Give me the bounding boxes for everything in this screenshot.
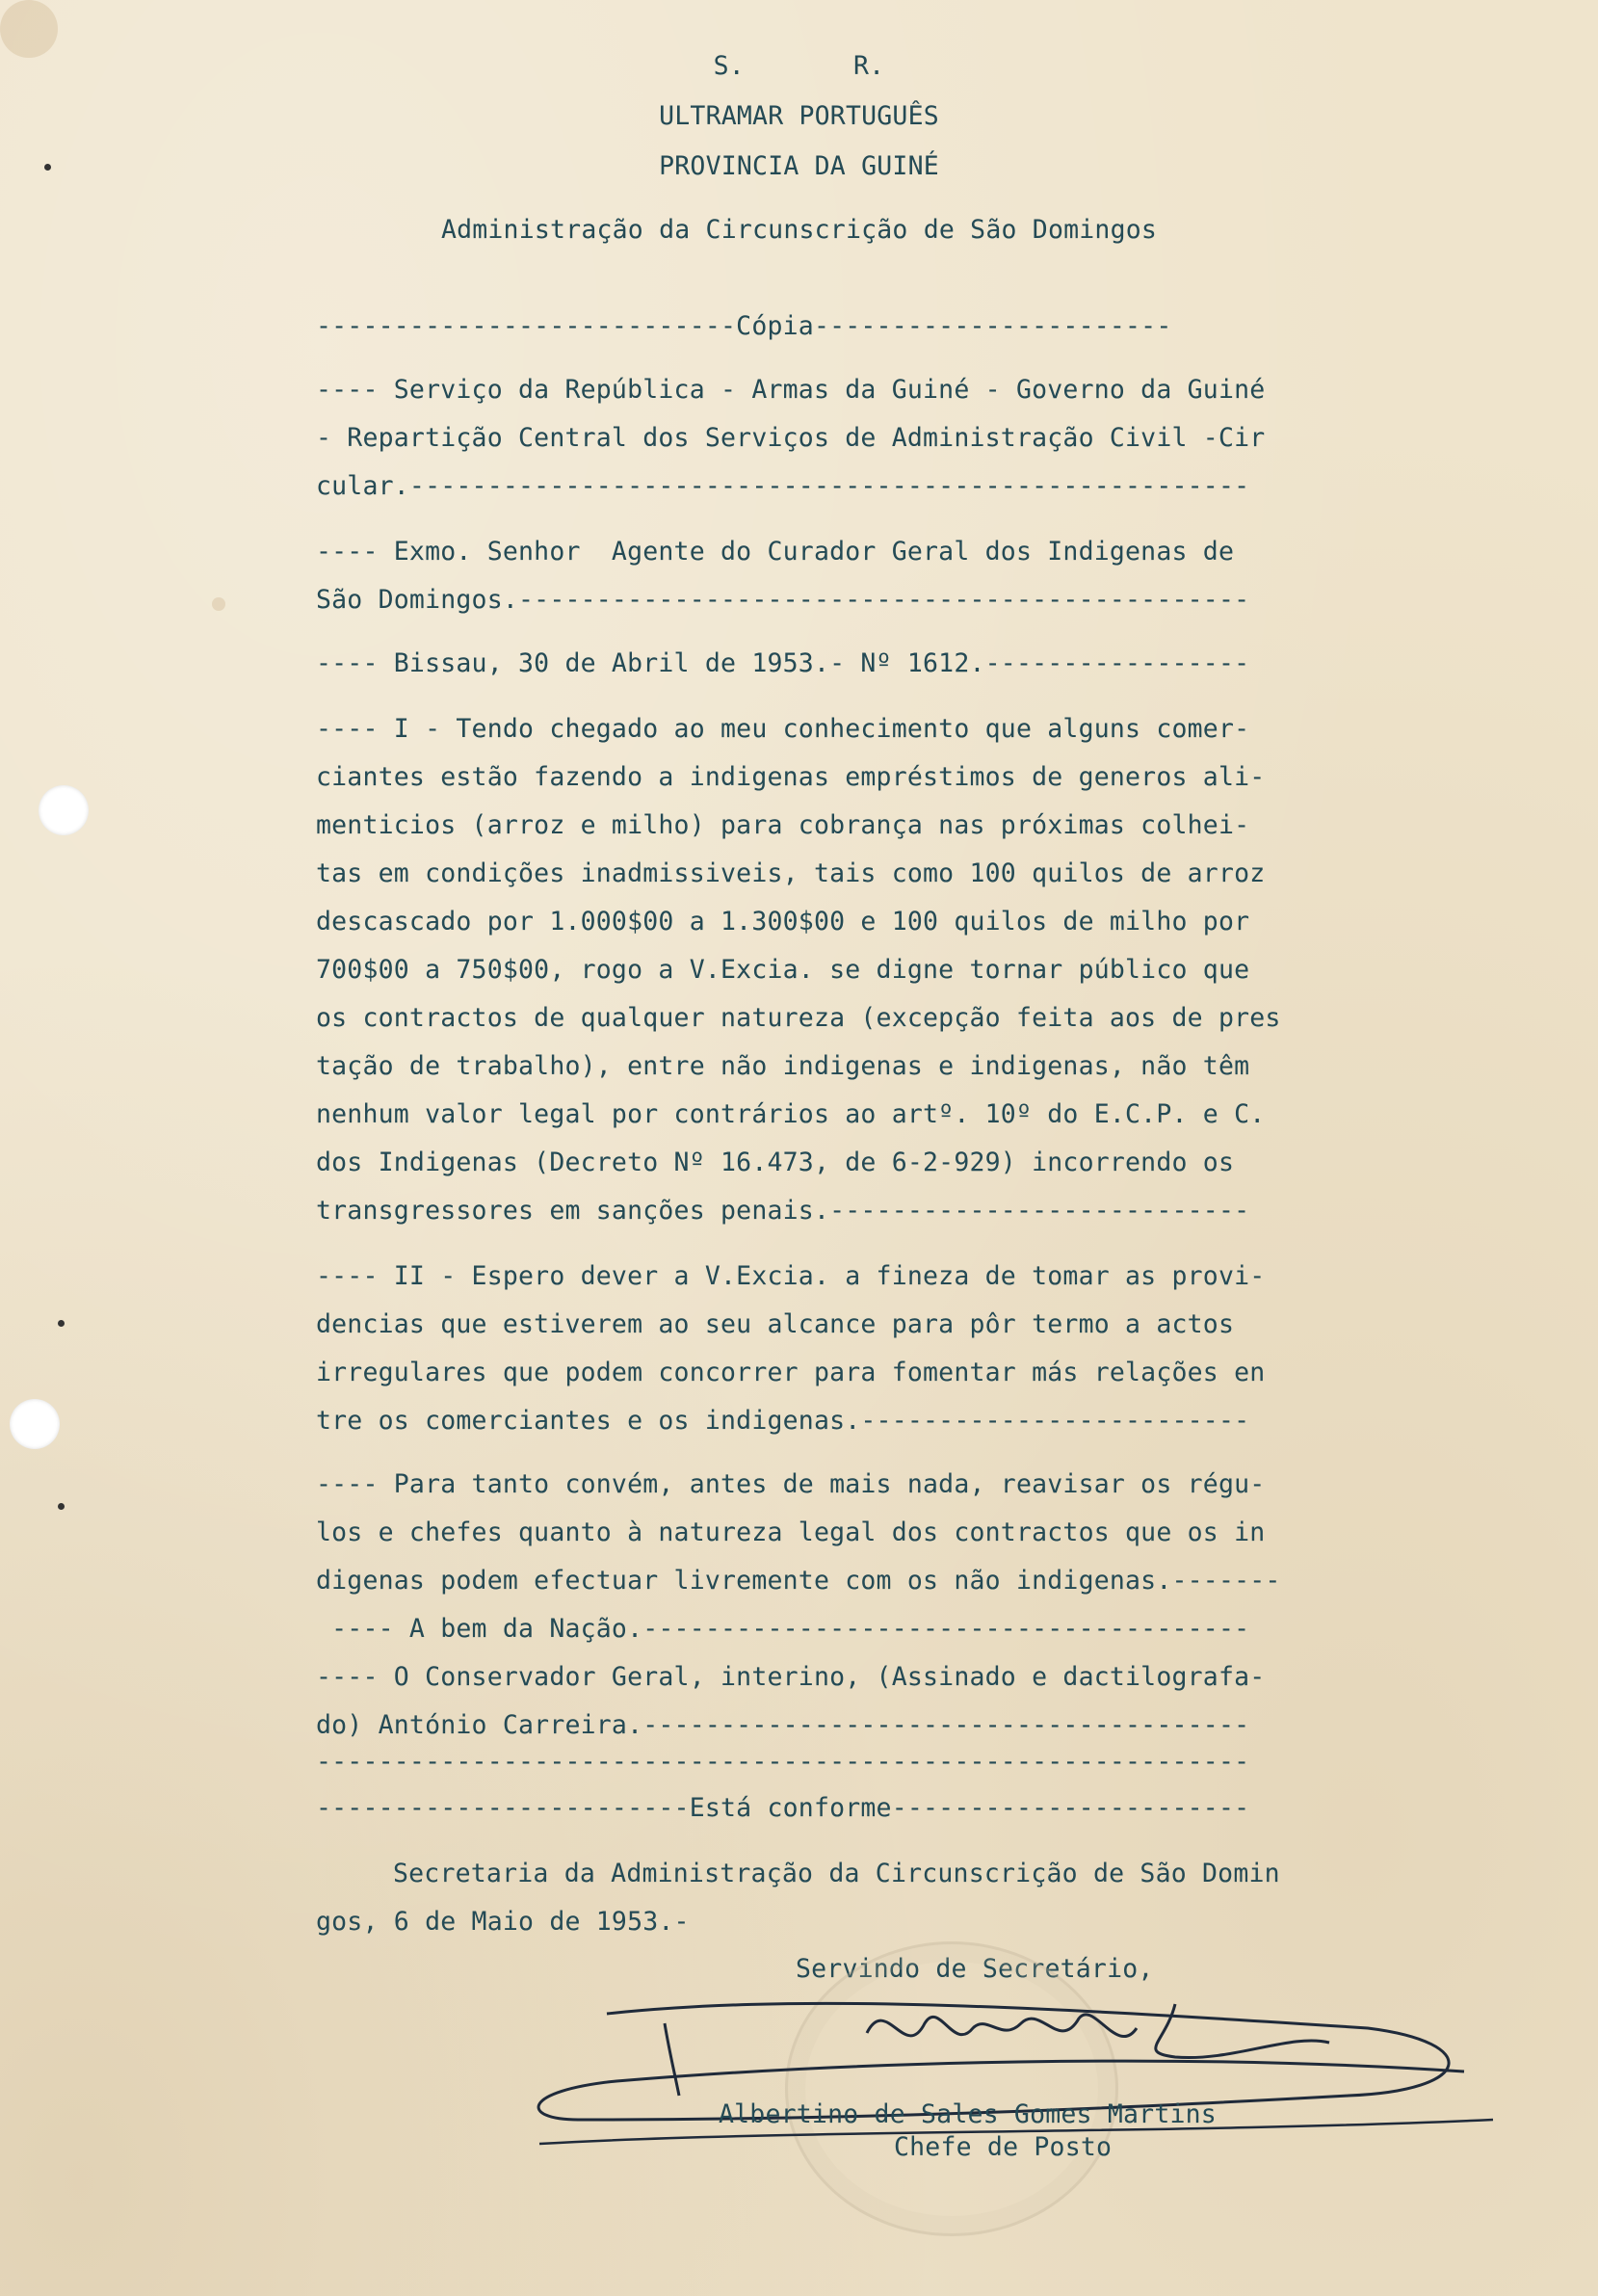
body-line: os contractos de qualquer natureza (excepção feita aos de pres [316, 1003, 1281, 1033]
secretaria-line-2: gos, 6 de Maio de 1953.- [316, 1907, 690, 1937]
servindo-de-secretario: Servindo de Secretário, [796, 1954, 1154, 1984]
header-administracao: Administração da Circunscrição de São Domingos [440, 215, 1158, 245]
body-line: ---- A bem da Nação.--------------------------------------- [316, 1614, 1250, 1644]
body-line: tas em condições inadmissiveis, tais como 100 quilos de arroz [316, 858, 1266, 888]
body-line: menticios (arroz e milho) para cobrança nas próximas colhei- [316, 810, 1250, 840]
punch-hole-top [39, 785, 89, 835]
body-line: irregulares que podem concorrer para fomentar más relações en [316, 1358, 1266, 1387]
body-line-cópia-divider: ---------------------------Cópia----------------------- [316, 311, 1172, 341]
punch-hole-bottom [10, 1399, 60, 1449]
body-line: tação de trabalho), entre não indigenas e indigenas, não têm [316, 1051, 1250, 1081]
body-line: ---- Serviço da República - Armas da Guiné - Governo da Guiné [316, 375, 1266, 405]
body-line: do) António Carreira.--------------------------------------- [316, 1710, 1250, 1740]
body-line: los e chefes quanto à natureza legal dos contractos que os in [316, 1517, 1266, 1547]
signer-name: Albertino de Sales Gomes Martins [719, 2099, 1217, 2129]
paper-stain [0, 0, 58, 58]
divider-line: ------------------------------------------------------------ [316, 1747, 1250, 1777]
body-line: nenhum valor legal por contrários ao artº. 10º do E.C.P. e C. [316, 1099, 1266, 1129]
body-line: descascado por 1.000$00 a 1.300$00 e 100 quilos de milho por [316, 907, 1250, 937]
header-provincia: PROVINCIA DA GUINÉ [659, 151, 939, 181]
paper-stain [212, 597, 225, 611]
paper-speck [58, 1503, 65, 1510]
paper-speck [58, 1320, 65, 1327]
body-line: dencias que estiverem ao seu alcance para pôr termo a actos [316, 1309, 1235, 1339]
esta-conforme-line: ------------------------Está conforme----------------------- [316, 1793, 1250, 1823]
body-line: ---- O Conservador Geral, interino, (Assinado e dactilografa- [316, 1662, 1266, 1692]
body-line: ---- Bissau, 30 de Abril de 1953.- Nº 1612.----------------- [316, 648, 1250, 678]
body-line: tre os comerciantes e os indigenas.------------------------- [316, 1406, 1250, 1436]
header-ultramar: ULTRAMAR PORTUGUÊS [659, 101, 939, 131]
body-line: - Repartição Central dos Serviços de Administração Civil -Cir [316, 423, 1266, 453]
body-line: cular.------------------------------------------------------ [316, 471, 1250, 501]
body-line: 700$00 a 750$00, rogo a V.Excia. se digne tornar público que [316, 955, 1250, 985]
body-line: São Domingos.----------------------------------------------- [316, 585, 1250, 615]
body-line: digenas podem efectuar livremente com os não indigenas.------- [316, 1566, 1281, 1596]
body-line: dos Indigenas (Decreto Nº 16.473, de 6-2-929) incorrendo os [316, 1148, 1235, 1177]
body-line: ciantes estão fazendo a indigenas empréstimos de generos ali- [316, 762, 1266, 792]
body-line: ---- Exmo. Senhor Agente do Curador Geral dos Indigenas de [316, 537, 1235, 567]
body-line: transgressores em sanções penais.--------------------------- [316, 1196, 1250, 1226]
header-sr: S. R. [713, 51, 885, 81]
body-line: ---- I - Tendo chegado ao meu conhecimento que alguns comer- [316, 714, 1250, 744]
signer-title: Chefe de Posto [894, 2132, 1113, 2162]
body-line: ---- II - Espero dever a V.Excia. a fineza de tomar as provi- [316, 1261, 1266, 1291]
secretaria-line-1: Secretaria da Administração da Circunscrição de São Domin [393, 1859, 1280, 1888]
body-line: ---- Para tanto convém, antes de mais nada, reavisar os régu- [316, 1469, 1266, 1499]
